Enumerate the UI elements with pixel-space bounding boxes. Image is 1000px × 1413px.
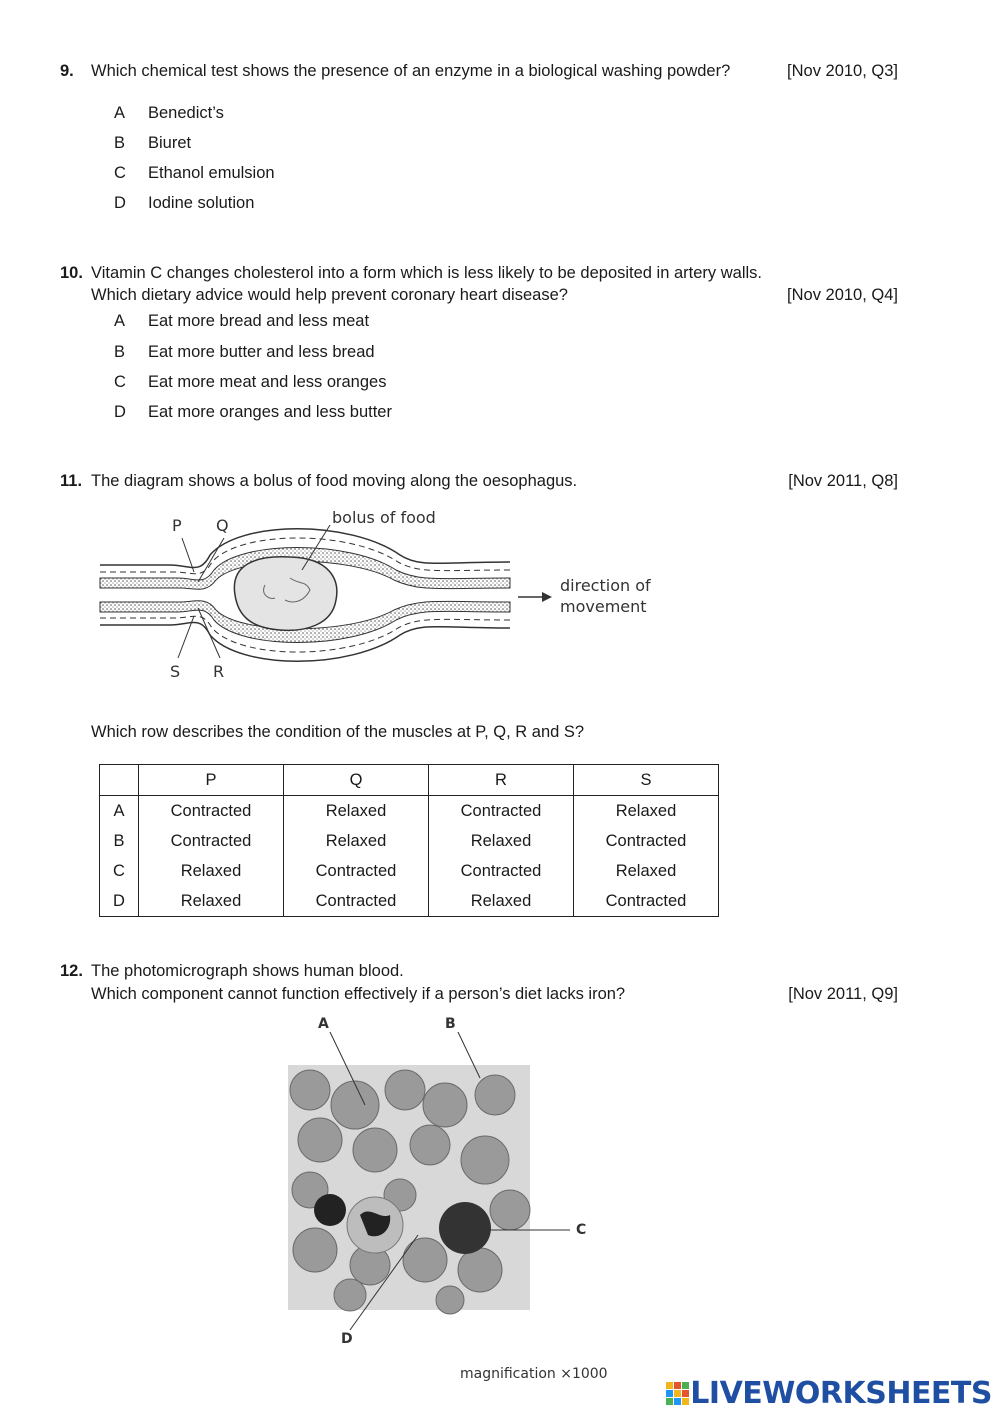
table-cell: Relaxed — [429, 886, 574, 917]
muscle-condition-table — [99, 764, 719, 917]
table-header-cell: P — [139, 765, 284, 796]
bolus — [234, 557, 336, 631]
question-text: The diagram shows a bolus of food moving along the oesophagus. — [91, 472, 578, 490]
question-text-line1: The photomicrograph shows human blood. — [91, 962, 404, 980]
option-text: Ethanol emulsion — [148, 164, 275, 182]
diagram-label-bolus: bolus of food — [332, 508, 436, 527]
table-row[interactable] — [100, 826, 719, 856]
option-letter: B — [114, 343, 126, 361]
option-letter: C — [114, 373, 126, 391]
question-reference: [Nov 2010, Q4] — [787, 286, 898, 304]
table-header-cell: S — [574, 765, 719, 796]
table-row[interactable] — [100, 796, 719, 827]
table-cell: Contracted — [284, 856, 429, 886]
white-blood-cell — [314, 1194, 346, 1226]
table-row[interactable] — [100, 886, 719, 917]
question-reference: [Nov 2010, Q3] — [787, 62, 898, 80]
table-cell: A — [100, 796, 139, 827]
question-prompt: Which row describes the condition of the muscles at P, Q, R and S? — [91, 723, 585, 741]
table-cell: Contracted — [139, 796, 284, 827]
question-text: Which chemical test shows the presence of an enzyme in a biological washing powder? — [91, 62, 731, 80]
table-header-cell — [100, 765, 139, 796]
option-text: Benedict’s — [148, 104, 224, 122]
option-letter: B — [114, 134, 126, 152]
diagram-label-q: Q — [216, 516, 229, 535]
question-text-line2: Which component cannot function effectively if a person’s diet lacks iron? — [91, 985, 626, 1003]
table-row[interactable] — [100, 856, 719, 886]
question-reference: [Nov 2011, Q8] — [788, 472, 898, 490]
direction-arrowhead — [542, 592, 552, 602]
pointer-s — [178, 616, 194, 658]
diagram-label-direction-1: direction of — [560, 576, 651, 595]
white-blood-cell — [439, 1202, 491, 1254]
logo-text: LIVEWORKSHEETS — [690, 1376, 992, 1411]
liveworksheets-logo[interactable] — [666, 1376, 992, 1411]
diagram-label-s: S — [170, 662, 181, 681]
diagram-label-direction-2: movement — [560, 597, 647, 616]
logo-icon — [666, 1382, 690, 1406]
table-cell: Contracted — [429, 856, 574, 886]
option-text: Eat more meat and less oranges — [148, 373, 387, 391]
table-cell: Relaxed — [139, 886, 284, 917]
table-cell: Contracted — [574, 826, 719, 856]
option-letter: A — [114, 312, 126, 330]
question-reference: [Nov 2011, Q9] — [788, 985, 898, 1003]
table-cell: Relaxed — [574, 856, 719, 886]
option-letter: A — [114, 104, 126, 122]
option-text: Eat more bread and less meat — [148, 312, 370, 330]
table-header-cell: R — [429, 765, 574, 796]
table-cell: D — [100, 886, 139, 917]
micrograph-label-a: A — [318, 1016, 329, 1032]
micrograph-label-b: B — [445, 1016, 456, 1032]
table-cell: Relaxed — [139, 856, 284, 886]
micrograph-label-c: C — [576, 1222, 587, 1238]
table-cell: Relaxed — [284, 796, 429, 827]
option-text: Biuret — [148, 134, 192, 152]
diagram-label-p: P — [172, 516, 182, 535]
question-number: 9. — [60, 62, 74, 80]
option-letter: D — [114, 403, 126, 421]
option-text: Eat more oranges and less butter — [148, 403, 392, 421]
magnification-caption: magnification ×1000 — [460, 1366, 608, 1382]
table-cell: Relaxed — [574, 796, 719, 827]
option-text: Iodine solution — [148, 194, 255, 212]
table-cell: B — [100, 826, 139, 856]
question-text-line1: Vitamin C changes cholesterol into a form which is less likely to be deposited in artery walls. — [91, 264, 763, 282]
question-number: 12. — [60, 962, 83, 980]
table-cell: Relaxed — [429, 826, 574, 856]
option-text: Eat more butter and less bread — [148, 343, 375, 361]
micrograph-label-d: D — [341, 1331, 353, 1347]
table-header-cell: Q — [284, 765, 429, 796]
question-number: 10. — [60, 264, 83, 282]
table-header-row — [100, 765, 719, 796]
blood-photomicrograph — [280, 1010, 610, 1360]
table-cell: C — [100, 856, 139, 886]
question-number: 11. — [60, 472, 83, 490]
table-cell: Contracted — [139, 826, 284, 856]
table-cell: Contracted — [574, 886, 719, 917]
table-cell: Relaxed — [284, 826, 429, 856]
table-cell: Contracted — [284, 886, 429, 917]
diagram-label-r: R — [213, 662, 225, 681]
table-cell: Contracted — [429, 796, 574, 827]
option-letter: C — [114, 164, 126, 182]
question-text-line2: Which dietary advice would help prevent coronary heart disease? — [91, 286, 568, 304]
option-letter: D — [114, 194, 126, 212]
